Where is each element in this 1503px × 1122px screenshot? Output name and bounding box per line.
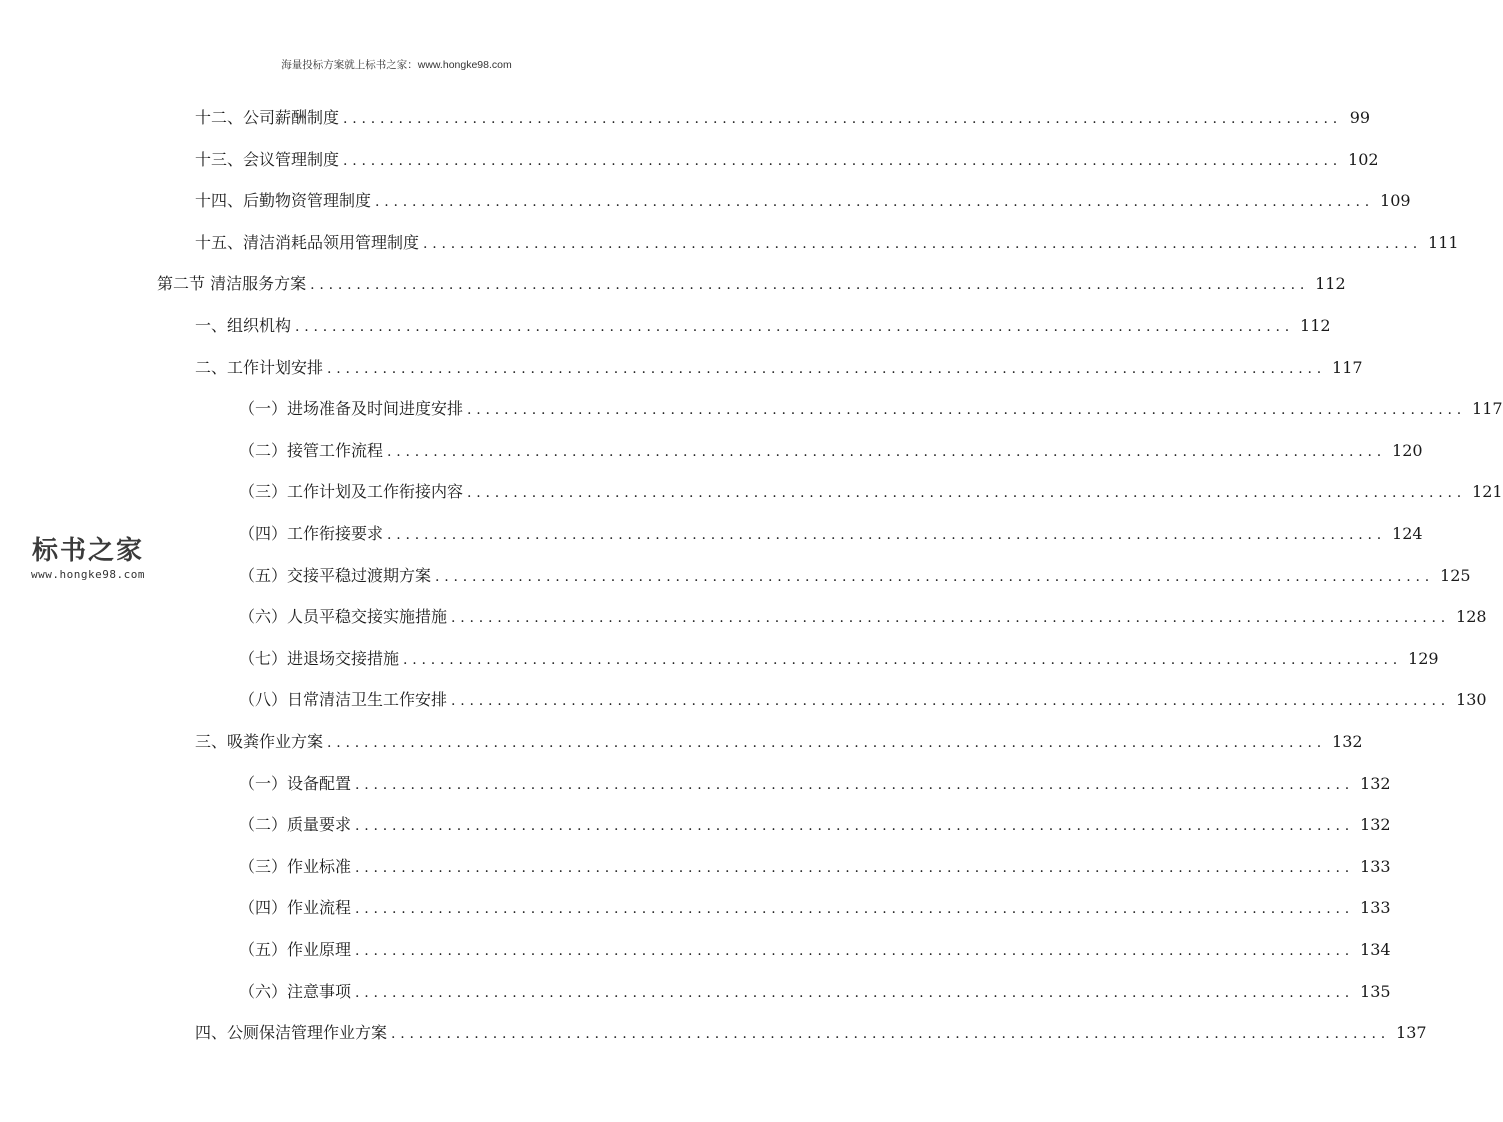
toc-entry-label: 十五、清洁消耗品领用管理制度 [195,232,420,252]
toc-entry-label: （八）日常清洁卫生工作安排 [239,690,448,710]
toc-entry[interactable] [239,518,1423,544]
toc-entry-label: 第二节 清洁服务方案 [157,274,307,294]
toc-entry-label: （二）质量要求 [239,815,352,835]
toc-entry-label: （四）作业流程 [239,898,352,918]
toc-entry[interactable] [239,684,1487,710]
toc-entry-page: 111 [1428,232,1459,252]
toc-entry-label: 十二、公司薪酬制度 [195,108,340,127]
toc-entry-page: 135 [1360,981,1391,1001]
toc-entry-label: （一）进场准备及时间进度安排 [239,399,464,419]
toc-leader-dots: ............................................................................................................ [391,1026,1391,1043]
toc-leader-dots: ............................................................................................................ [387,443,1387,460]
toc-entry-label: （一）设备配置 [239,773,352,793]
toc-entry[interactable] [195,1017,1427,1043]
toc-leader-dots: ............................................................................................................ [343,152,1343,169]
toc-entry-page: 128 [1456,607,1487,627]
toc-entry-page: 112 [1300,316,1331,335]
toc-entry[interactable] [239,934,1391,960]
toc-leader-dots: ............................................................................................................ [451,610,1451,627]
toc-entry[interactable] [195,102,1371,128]
toc-entry-page: 109 [1380,191,1411,211]
toc-entry[interactable] [239,476,1503,502]
toc-entry-page: 133 [1360,898,1391,918]
toc-entry-page: 125 [1440,565,1471,585]
watermark-logo: 标书之家 [31,536,144,566]
toc-leader-dots: ............................................................................................................ [467,485,1467,502]
toc-leader-dots: ............................................................................................................ [327,360,1327,377]
toc-leader-dots: ............................................................................................................ [423,235,1423,252]
toc-entry-label: 四、公厕保洁管理作业方案 [195,1023,388,1043]
toc-entry-page: 134 [1360,940,1391,959]
toc-entry-page: 121 [1472,482,1503,502]
toc-leader-dots: ............................................................................................................ [435,568,1435,585]
toc-entry[interactable] [195,144,1379,170]
toc-leader-dots: ............................................................................................................ [355,943,1355,959]
toc-entry[interactable] [239,643,1439,669]
toc-entry[interactable] [195,185,1411,211]
toc-entry-label: （三）工作计划及工作衔接内容 [239,482,464,502]
toc-entry[interactable] [195,352,1363,378]
toc-leader-dots: ............................................................................................................ [355,901,1355,918]
toc-entry-page: 137 [1396,1023,1427,1043]
toc-leader-dots: ............................................................................................................ [375,194,1375,211]
toc-leader-dots: ............................................................................................................ [355,859,1355,876]
toc-entry[interactable] [239,809,1391,835]
site-watermark [8,536,168,581]
toc-entry-label: （七）进退场交接措施 [239,648,400,668]
toc-entry[interactable] [239,768,1391,794]
toc-entry-page: 132 [1332,732,1363,751]
toc-entry[interactable] [157,268,1346,294]
toc-entry[interactable] [239,851,1391,877]
toc-entry-page: 117 [1332,357,1363,377]
toc-leader-dots: ............................................................................................................ [327,735,1327,751]
toc-leader-dots: ............................................................................................................ [310,277,1310,294]
toc-entry-page: 102 [1348,149,1379,169]
toc-entry-page: 99 [1349,108,1371,127]
toc-entry-label: 三、吸粪作业方案 [195,732,324,751]
toc-entry-page: 129 [1408,648,1439,668]
toc-entry-page: 112 [1315,274,1346,294]
page-header: 海量投标方案就上标书之家：www.hongke98.com [281,59,512,71]
toc-entry-label: （五）交接平稳过渡期方案 [239,565,432,585]
toc-entry-label: （六）注意事项 [239,981,352,1001]
toc-leader-dots: ............................................................................................................ [343,111,1343,127]
toc-leader-dots: ............................................................................................................ [355,776,1355,793]
toc-entry[interactable] [195,310,1331,336]
toc-entry-page: 132 [1360,773,1391,793]
toc-leader-dots: ............................................................................................................ [451,693,1451,710]
toc-entry[interactable] [239,393,1503,419]
toc-leader-dots: ............................................................................................................ [295,319,1295,335]
toc-entry-label: 一、组织机构 [195,316,292,335]
toc-leader-dots: ............................................................................................................ [387,527,1387,543]
toc-leader-dots: ............................................................................................................ [355,984,1355,1001]
toc-entry[interactable] [195,726,1363,752]
toc-entry-label: （三）作业标准 [239,856,352,876]
toc-entry-label: （五）作业原理 [239,940,352,959]
toc-entry-page: 133 [1360,856,1391,876]
toc-entry-label: 十三、会议管理制度 [195,149,340,169]
toc-entry-label: 十四、后勤物资管理制度 [195,191,372,211]
toc-entry-page: 120 [1392,440,1423,460]
toc-leader-dots: ............................................................................................................ [467,402,1467,419]
toc-entry[interactable] [195,227,1459,253]
toc-entry-page: 130 [1456,690,1487,710]
toc-entry[interactable] [239,560,1471,586]
toc-leader-dots: ............................................................................................................ [355,818,1355,835]
toc-leader-dots: ............................................................................................................ [403,651,1403,668]
toc-entry-page: 117 [1472,399,1503,419]
toc-entry-label: 二、工作计划安排 [195,357,324,377]
toc-entry-label: （二）接管工作流程 [239,440,384,460]
toc-entry[interactable] [239,976,1391,1002]
toc-entry[interactable] [239,892,1391,918]
toc-entry-label: （四）工作衔接要求 [239,524,384,543]
toc-entry-label: （六）人员平稳交接实施措施 [239,607,448,627]
toc-entry-page: 132 [1360,815,1391,835]
watermark-url: www.hongke98.com [31,568,145,581]
toc-entry[interactable] [239,435,1423,461]
toc-entry-page: 124 [1392,524,1423,543]
toc-entry[interactable] [239,601,1487,627]
